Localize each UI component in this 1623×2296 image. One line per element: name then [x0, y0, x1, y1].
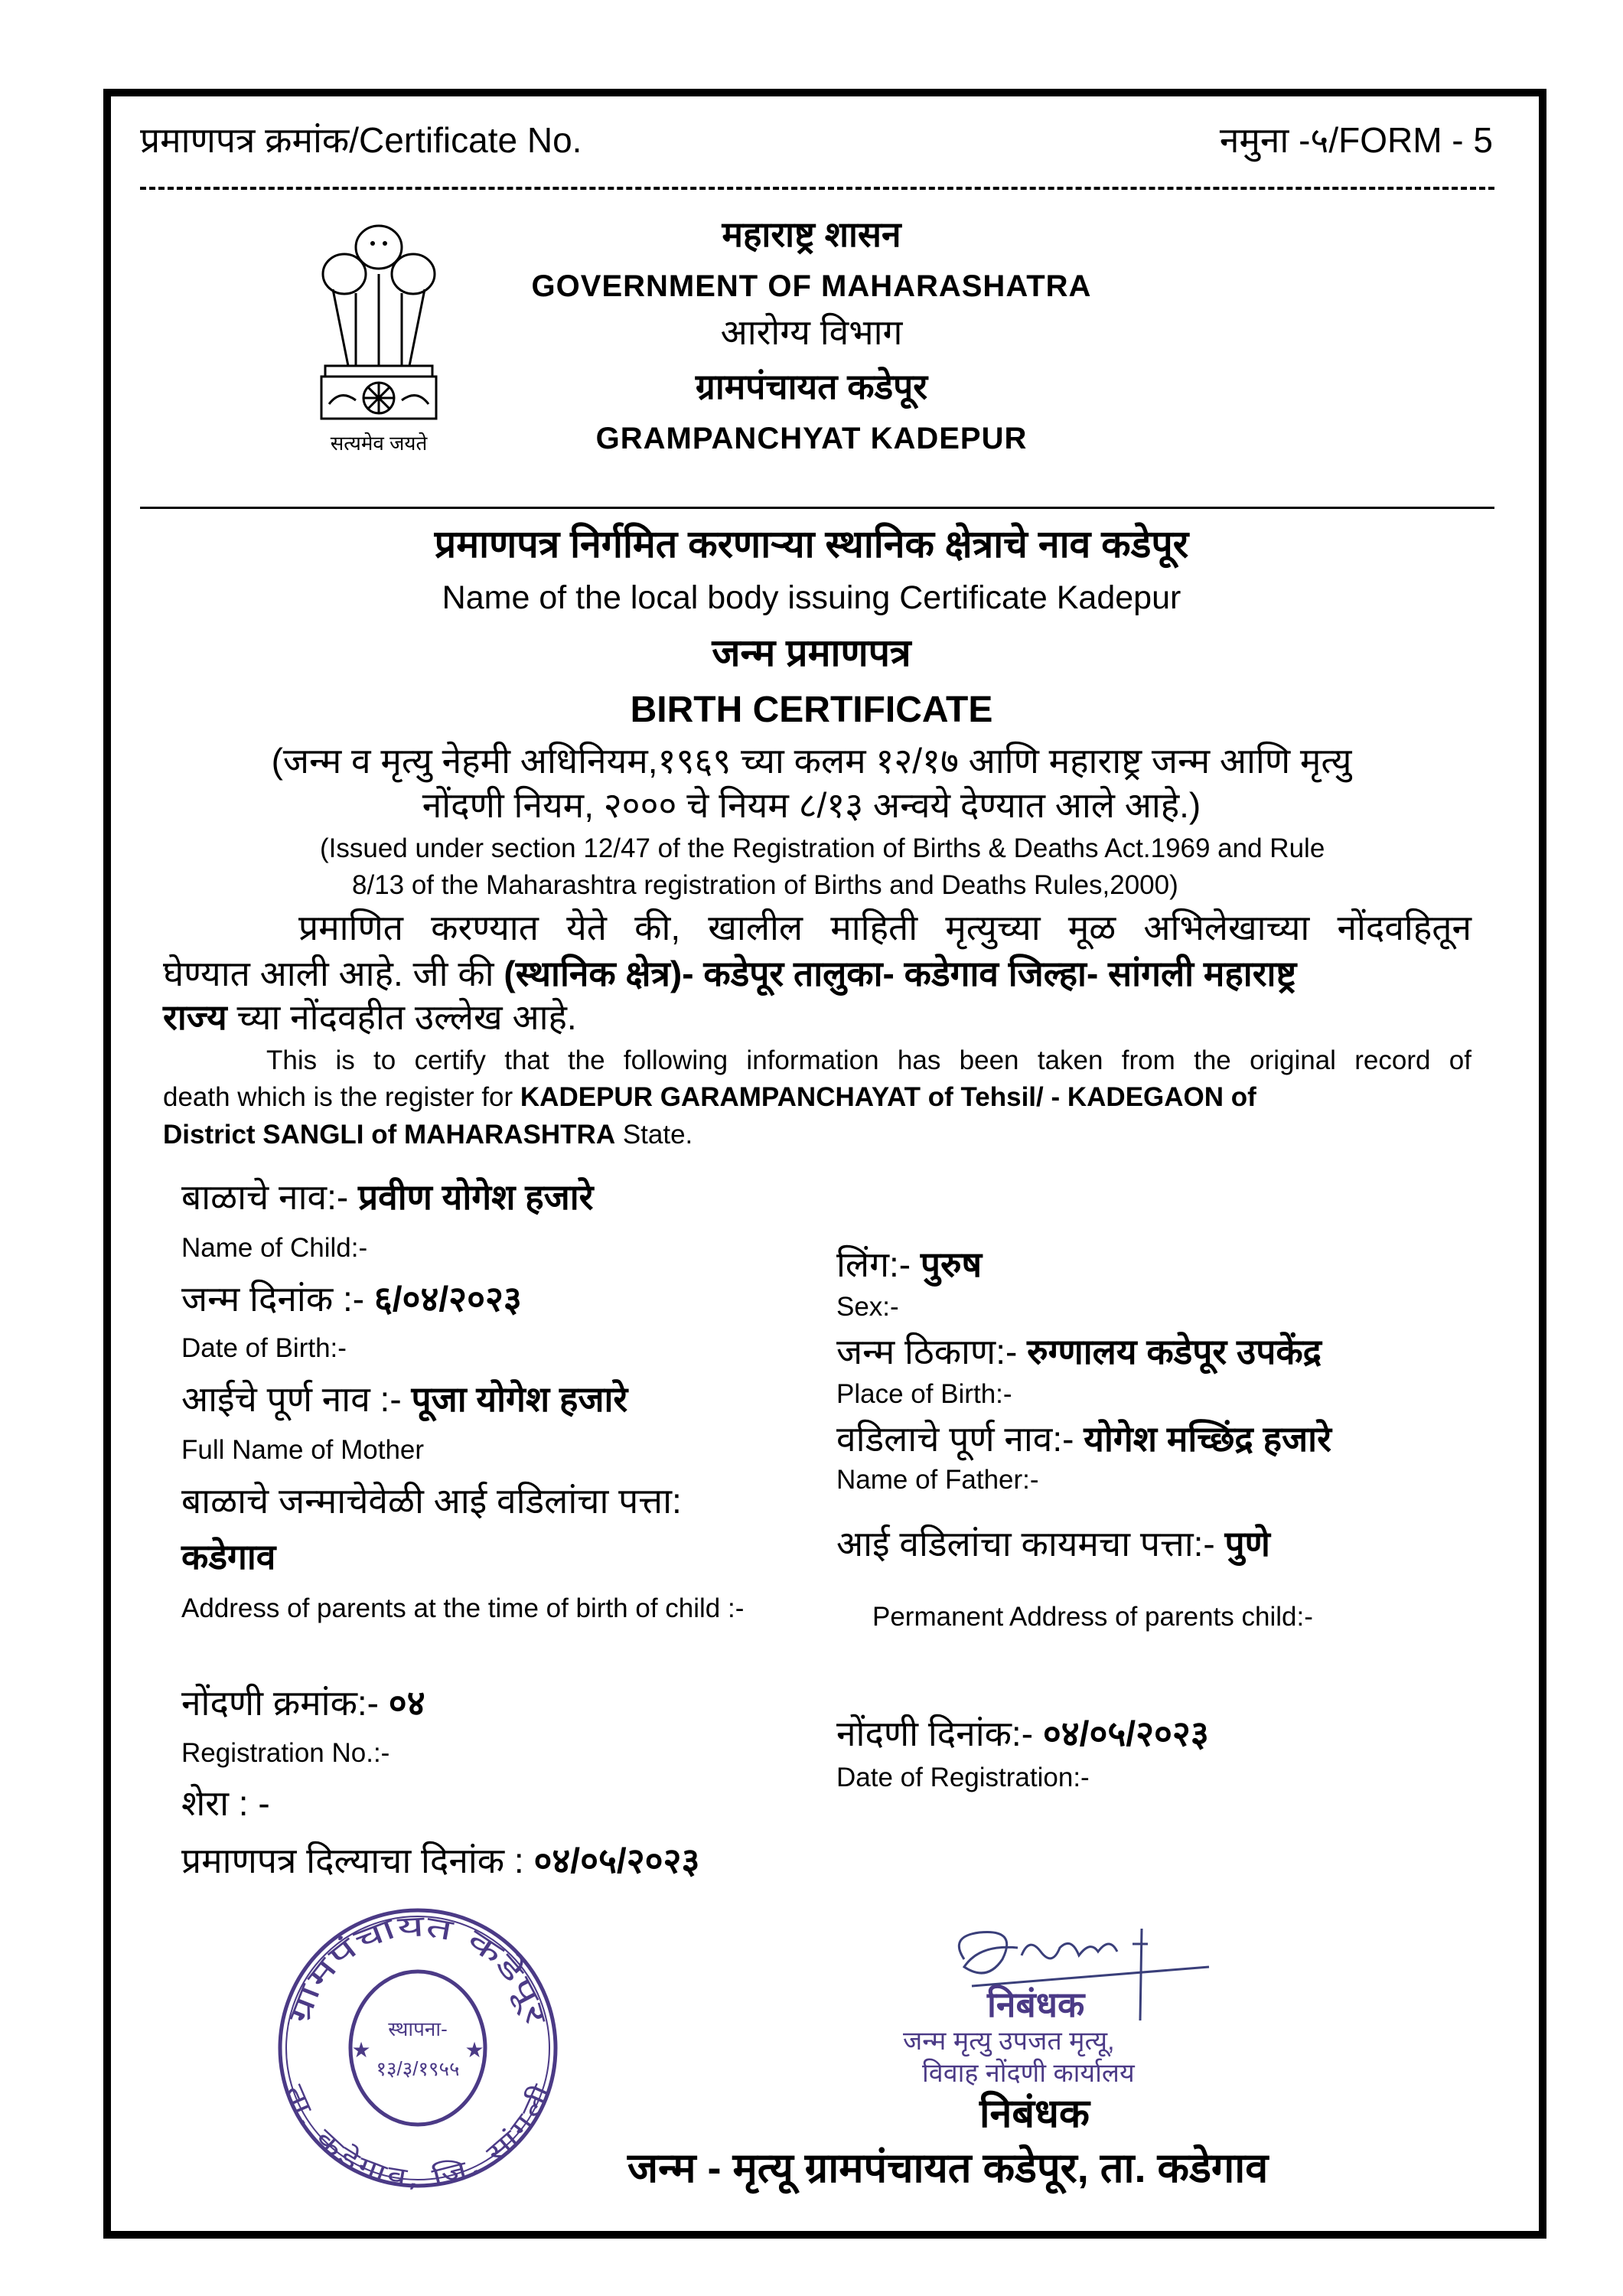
- body-name-marathi: ग्रामपंचायत कडेपूर: [695, 367, 928, 406]
- field-label: जन्म दिनांक :-: [181, 1279, 365, 1319]
- dob-label-en: Date of Birth:-: [181, 1333, 347, 1363]
- place-value: रुग्णालय कडेपूर उपकेंद्र: [1027, 1332, 1322, 1371]
- preamble-english-2: 8/13 of the Maharashtra registration of Births and Deaths Rules,2000): [352, 870, 1178, 900]
- svg-text:★: ★: [351, 2038, 371, 2062]
- registrar-stamp-line2: विवाह नोंदणी कार्यालय: [922, 2059, 1135, 2088]
- mother-name-value: पूजा योगेश हजारे: [411, 1379, 628, 1419]
- sex-value: पुरुष: [920, 1244, 983, 1284]
- birth-address-value: कडेगाव: [181, 1537, 276, 1577]
- registrar-stamp-title: निबंधक: [987, 1985, 1085, 2024]
- state-word: राज्य: [163, 997, 227, 1037]
- certify-english-3: [163, 1121, 693, 1148]
- certificate-number-label: प्रमाणपत्र क्रमांक/Certificate No.: [140, 120, 582, 160]
- child-name-label-en: Name of Child:-: [181, 1233, 368, 1263]
- reg-date-value: ०४/०५/२०२३: [1042, 1714, 1209, 1753]
- field-label: वडिलाचे पूर्ण नाव:-: [836, 1419, 1074, 1459]
- registrar-title: निबंधक: [979, 2092, 1090, 2136]
- sex-field: [836, 1244, 983, 1284]
- preamble-english-1: (Issued under section 12/47 of the Registration of Births & Deaths Act.1969 and Rule: [320, 833, 1325, 863]
- reg-no-value: ०४: [388, 1683, 425, 1723]
- seal-outer-text: ग्रामपंचायत कडेपूर: [282, 1909, 552, 2028]
- father-field: [836, 1419, 1331, 1459]
- child-name-value: प्रवीण योगेश हजारे: [357, 1177, 594, 1217]
- sex-label-en: Sex:-: [836, 1292, 899, 1322]
- seal-inner-label: स्थापना-: [388, 2017, 448, 2040]
- reg-no-label-en: Registration No.:-: [181, 1738, 390, 1768]
- field-label: नोंदणी क्रमांक:-: [181, 1683, 379, 1723]
- certify-text: death which is the register for: [163, 1082, 520, 1112]
- certify-text: घेण्यात आली आहे. जी की: [163, 954, 504, 993]
- issue-date-field: [181, 1843, 699, 1878]
- child-name-field: [181, 1179, 594, 1215]
- place-label-en: Place of Birth:-: [836, 1379, 1012, 1409]
- birth-address-label-mr: बाळाचे जन्माचेवेळी आई वडिलांचा पत्ता:: [181, 1481, 682, 1521]
- certificate-title-english: BIRTH CERTIFICATE: [630, 690, 993, 730]
- certify-marathi-2: [163, 956, 1296, 991]
- perm-address-label-en: Permanent Address of parents child:-: [872, 1602, 1313, 1632]
- locality-details: (स्थानिक क्षेत्र)- कडेपूर तालुका- कडेगाव जिल्हा- सांगली महाराष्ट्र: [504, 954, 1297, 993]
- registrar-office: जन्म - मृत्यू ग्रामपंचायत कडेपूर, ता. कडेगाव: [627, 2145, 1269, 2191]
- field-label: आईचे पूर्ण नाव :-: [181, 1379, 402, 1419]
- certificate-title-marathi: जन्म प्रमाणपत्र: [712, 631, 911, 674]
- father-label-en: Name of Father:-: [836, 1465, 1039, 1495]
- reg-date-field: [836, 1716, 1209, 1751]
- state-name-marathi: महाराष्ट्र शासन: [722, 214, 901, 254]
- state-name-english: GOVERNMENT OF MAHARASHATRA: [531, 269, 1092, 303]
- field-label: जन्म ठिकाण:-: [836, 1332, 1018, 1371]
- dashed-divider: [140, 187, 1494, 190]
- body-name-english: GRAMPANCHYAT KADEPUR: [595, 422, 1028, 455]
- remarks-field: शेरा : -: [181, 1783, 270, 1823]
- svg-text:★: ★: [464, 2038, 484, 2062]
- certify-text: च्या नोंदवहीत उल्लेख आहे.: [227, 997, 577, 1037]
- certify-marathi-3: [163, 997, 577, 1037]
- mother-label-en: Full Name of Mother: [181, 1435, 425, 1465]
- perm-address-field: [836, 1524, 1270, 1564]
- perm-address-value: पुणे: [1224, 1524, 1270, 1564]
- certify-marathi-1: प्रमाणित करण्यात येते की, खालील माहिती मृत्युच्या मूळ अभिलेखाच्या नोंदवहितून: [298, 908, 1471, 947]
- registrar-stamp-line1: जन्म मृत्यु उपजत मृत्यू,: [903, 2027, 1115, 2056]
- svg-text:ग्रामपंचायत कडेपूर: [282, 1909, 554, 2029]
- reg-date-label-en: Date of Registration:-: [836, 1763, 1090, 1792]
- dob-field: [181, 1279, 522, 1319]
- seal-inner-date: १३/३/१९५५: [376, 2057, 460, 2080]
- issuer-heading-english: Name of the local body issuing Certificate Kadepur: [442, 579, 1181, 616]
- father-name-value: योगेश मच्छिंद्र हजारे: [1084, 1419, 1331, 1459]
- grampanchayat-seal: [275, 1906, 560, 2190]
- register-details: KADEPUR GARAMPANCHAYAT of Tehsil/ - KADEGAON of: [520, 1082, 1256, 1112]
- preamble-marathi-1: (जन्म व मृत्यु नेहमी अधिनियम,१९६९ च्या कलम १२/१७ आणि महाराष्ट्र जन्म आणि मृत्यु: [271, 741, 1352, 781]
- field-label: नोंदणी दिनांक:-: [836, 1714, 1034, 1753]
- district-details: District SANGLI of MAHARASHTRA: [163, 1120, 616, 1150]
- svg-text:ता. कडेगाव, जि. सांगली: [279, 2079, 557, 2190]
- certify-english-1: This is to certify that the following information has been taken from the original record of: [266, 1045, 1471, 1075]
- field-label: बाळाचे नाव:-: [181, 1177, 349, 1217]
- birth-address-label-en: Address of parents at the time of birth of child :-: [181, 1593, 745, 1623]
- issue-date-value: ०४/०५/२०२३: [533, 1841, 700, 1880]
- certify-text: State.: [615, 1120, 693, 1150]
- preamble-marathi-2: नोंदणी नियम, २००० चे नियम ८/१३ अन्वये देण्यात आले आहे.): [422, 785, 1201, 825]
- issuer-heading-marathi: प्रमाणपत्र निर्गमित करणाऱ्या स्थानिक क्षेत्राचे नाव कडेपूर: [434, 523, 1189, 566]
- seal-bottom-text: ता. कडेगाव, जि. सांगली: [279, 2080, 554, 2190]
- dob-value: ६/०४/२०२३: [373, 1279, 522, 1319]
- reg-no-field: [181, 1683, 425, 1723]
- certify-english-2: [163, 1084, 1256, 1110]
- emblem-motto: सत्यमेव जयते: [330, 432, 428, 455]
- department-marathi: आरोग्य विभाग: [720, 312, 903, 352]
- field-label: लिंग:-: [836, 1244, 911, 1284]
- field-label: प्रमाणपत्र दिल्याचा दिनांक :: [181, 1841, 524, 1880]
- mother-field: [181, 1381, 627, 1417]
- field-label: आई वडिलांचा कायमचा पत्ता:-: [836, 1524, 1215, 1564]
- place-field: [836, 1334, 1322, 1369]
- header-divider: [140, 507, 1494, 509]
- form-number: नमुना -५/FORM - 5: [1219, 120, 1493, 160]
